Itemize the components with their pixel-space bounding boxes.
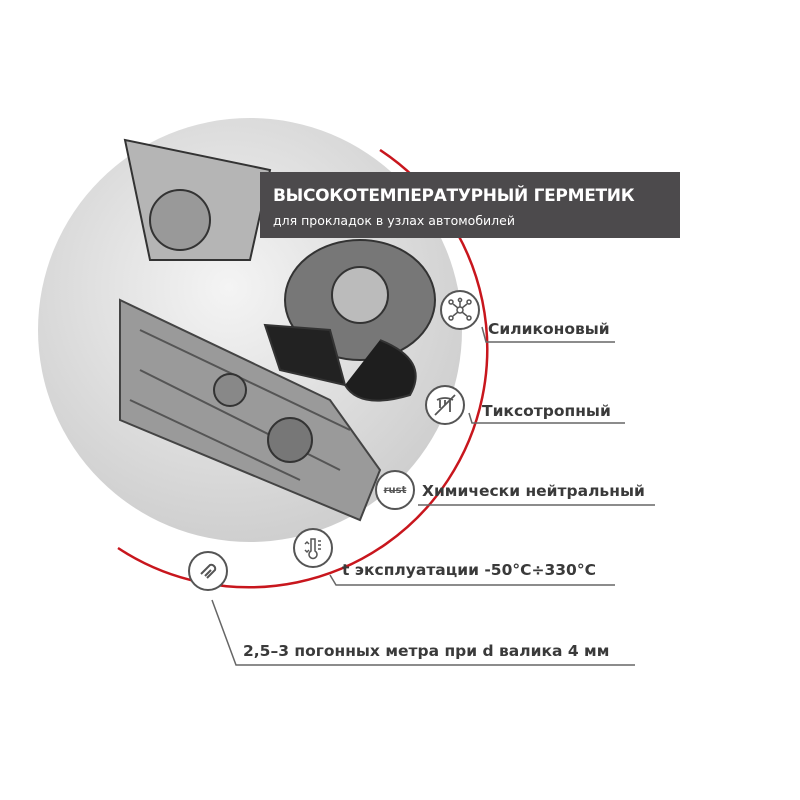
banner-subtitle: для прокладок в узлах автомобилей [273, 213, 515, 228]
rust-icon: rust [375, 470, 415, 510]
feature-label-chemically-neutral: Химически нейтральный [422, 482, 645, 500]
feature-label-temperature: t эксплуатации -50°C÷330°C [342, 561, 596, 579]
molecule-icon [440, 290, 480, 330]
feature-label-yield: 2,5–3 погонных метра при d валика 4 мм [243, 642, 610, 660]
bead-roll-icon [188, 551, 228, 591]
no-drip-icon [425, 385, 465, 425]
title-banner [260, 172, 680, 238]
feature-label-thixotropic: Тиксотропный [482, 402, 611, 420]
feature-label-silicone: Силиконовый [488, 320, 610, 338]
thermometer-icon [293, 528, 333, 568]
banner-title: ВЫСОКОТЕМПЕРАТУРНЫЙ ГЕРМЕТИК [273, 186, 635, 206]
